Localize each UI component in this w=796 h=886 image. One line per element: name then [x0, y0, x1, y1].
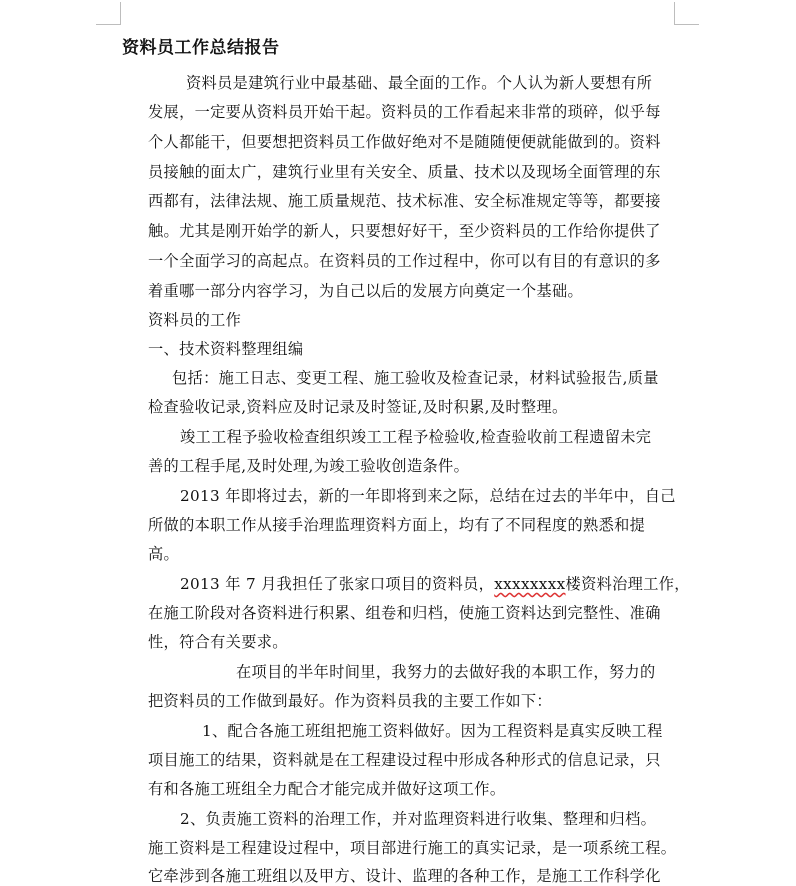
paragraph-line [180, 574, 710, 594]
paragraph-line: 施工资料是工程建设过程中，项目部进行施工的真实记录，是一项系统工程。 [148, 839, 677, 857]
paragraph-line: 竣工工程予验收检查组织竣工工程予检验收,检查验收前工程遗留未完 [180, 428, 652, 446]
page-corner-mark-right [674, 2, 699, 25]
spellcheck-underlined-word[interactable]: xxxxxxxx [494, 575, 566, 593]
paragraph-line: 1、配合各施工班组把施工资料做好。因为工程资料是真实反映工程 [202, 722, 663, 740]
paragraph-line: 着重哪一部分内容学习，为自己以后的发展方向奠定一个基础。 [148, 282, 584, 300]
paragraph-line: 发展，一定要从资料员开始干起。资料员的工作看起来非常的琐碎，似乎每 [148, 103, 661, 121]
line-text: 2013 年 7 月我担任了张家口项目的资料员， [180, 575, 495, 593]
paragraph-line: 所做的本职工作从接手治理监理资料方面上，均有了不同程度的熟悉和提 [148, 516, 646, 534]
paragraph-line: 善的工程手尾,及时处理,为竣工验收创造条件。 [148, 457, 470, 475]
paragraph-line: 检查验收记录,资料应及时记录及时签证,及时积累,及时整理。 [148, 398, 568, 416]
paragraph-line: 高。 [148, 545, 180, 563]
paragraph-line: 资料员是建筑行业中最基础、最全面的工作。个人认为新人要想有所 [186, 74, 653, 92]
section-heading: 资料员的工作 [148, 311, 242, 329]
paragraph-line: 员接触的面太广，建筑行业里有关安全、质量、技术以及现场全面管理的东 [148, 163, 661, 181]
paragraph-line: 在施工阶段对各资料进行积累、组卷和归档，使施工资料达到完整性、准确 [148, 604, 661, 622]
paragraph-line: 有和各施工班组全力配合才能完成并做好这项工作。 [148, 780, 506, 798]
section-heading: 一、技术资料整理组编 [148, 340, 304, 358]
page-corner-mark-left [96, 2, 121, 25]
paragraph-line: 在项目的半年时间里，我努力的去做好我的本职工作，努力的 [236, 663, 656, 681]
paragraph-line: 2013 年即将过去，新的一年即将到来之际，总结在过去的半年中，自己 [180, 487, 676, 505]
document-title: 资料员工作总结报告 [122, 38, 280, 58]
paragraph-line: 包括：施工日志、变更工程、施工验收及检查记录，材料试验报告,质量 [172, 369, 659, 387]
paragraph-line: 把资料员的工作做到最好。作为资料员我的主要工作如下： [148, 692, 552, 710]
paragraph-line: 它牵涉到各施工班组以及甲方、设计、监理的各种工作，是施工工作科学化 [148, 867, 661, 885]
paragraph-line: 2、负责施工资料的治理工作，并对监理资料进行收集、整理和归档。 [180, 810, 657, 828]
paragraph-line: 性，符合有关要求。 [148, 633, 288, 651]
paragraph-line: 项目施工的结果，资料就是在工程建设过程中形成各种形式的信息记录，只 [148, 751, 661, 769]
paragraph-line: 触。尤其是刚开始学的新人，只要想好好干，至少资料员的工作给你提供了 [148, 222, 661, 240]
paragraph-line: 一个全面学习的高起点。在资料员的工作过程中，你可以有目的有意识的多 [148, 252, 661, 270]
paragraph-line: 个人都能干，但要想把资料员工作做好绝对不是随随便便就能做到的。资料 [148, 133, 661, 151]
paragraph-line: 西都有，法律法规、施工质量规范、技术标准、安全标准规定等等，都要接 [148, 192, 661, 210]
line-text: 楼资料治理工作， [565, 575, 690, 593]
